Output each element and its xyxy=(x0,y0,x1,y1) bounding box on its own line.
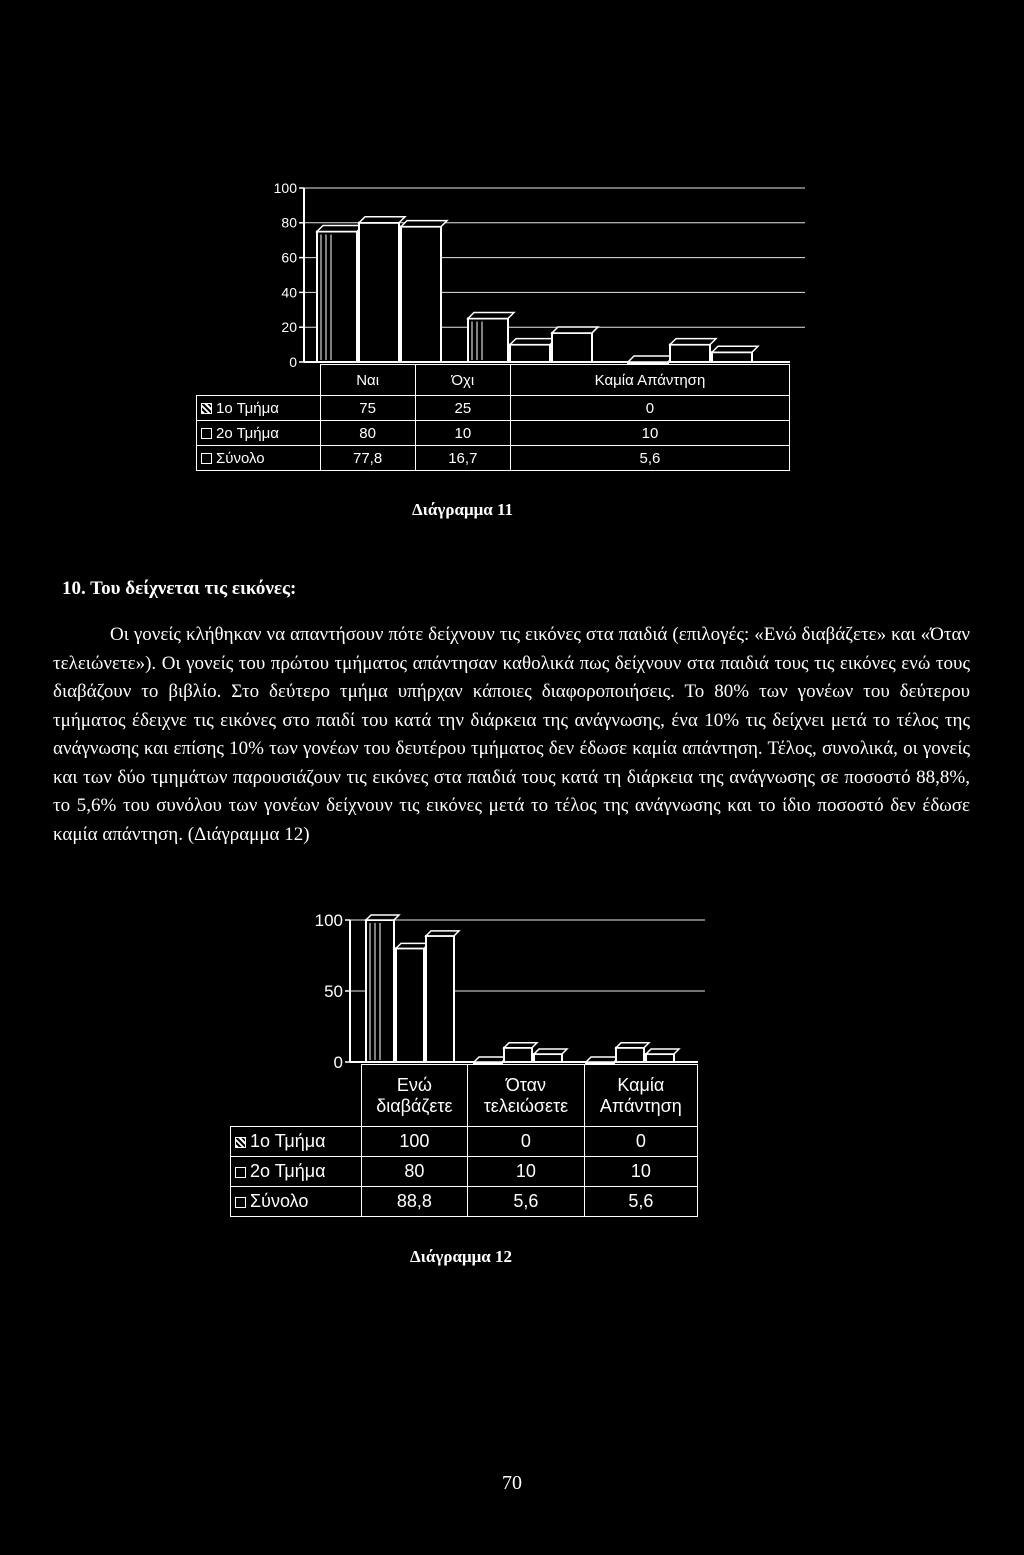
chart-12-bars xyxy=(366,915,679,1065)
bar-3-series-3-top xyxy=(646,1049,679,1054)
chart-12-data-table xyxy=(230,1064,698,1217)
bar-1-series-2 xyxy=(396,948,424,1062)
page-number: 70 xyxy=(502,1472,522,1494)
category-label-line: Καμία xyxy=(617,1074,665,1095)
value-label: 0 xyxy=(584,1127,697,1157)
y-tick-label: 100 xyxy=(314,910,343,930)
value-label: 75 xyxy=(320,396,415,421)
value-label: 0 xyxy=(510,396,789,421)
category-label xyxy=(468,1065,584,1127)
value-label: 10 xyxy=(584,1157,697,1187)
y-tick-label: 100 xyxy=(273,179,297,196)
legend-entry xyxy=(231,1187,362,1217)
section-paragraph: Οι γονείς κλήθηκαν να απαντήσουν πότε δείχνουν τις εικόνες στα παιδιά (επιλογές: «Ενώ διαβάζετε» και «Όταν τελειώνετε»). Οι γονείς του πρώτου τμήματος απάντησαν καθολικά πως δείχνουν στα παιδιά τους τις εικόνες ενώ τους διαβάζουν το βιβλίο. Στο δεύτερο τμήμα υπήρχαν κάποιες διαφοροποιήσεις. Το 80% των γονέων του δεύτερου τμήματος έδειχνε τις εικόνες στο παιδί του κατά την διάρκεια της ανάγνωσης, ένα 10% τις δείχνει μετά το τέλος της ανάγνωσης και επίσης 10% των γονέων του δευτέρου τμήματος δεν έδωσε καμία απάντηση. Τέλος, συνολικά, οι γονείς και των δύο τμημάτων παρουσιάζουν τις εικόνες στα παιδιά τους κατά τη διάρκεια της ανάγνωσης σε ποσοστό 88,8%, το 5,6% του συνόλου των γονέων δείχνουν τις εικόνες μετά το τέλος της ανάγνωσης και το ίδιο ποσοστό δεν έδωσε καμία απάντηση. (Διάγραμμα 12) xyxy=(53,624,970,845)
series-name: 1ο Τμήμα xyxy=(250,1131,326,1151)
value-label: 88,8 xyxy=(361,1187,468,1217)
category-label-line: Όταν xyxy=(505,1074,547,1095)
value-label: 5,6 xyxy=(584,1187,697,1217)
category-label: Όχι xyxy=(415,365,510,396)
value-label: 100 xyxy=(361,1127,468,1157)
chart-12-caption: Διάγραμμα 12 xyxy=(410,1247,512,1266)
bar-2-series-1-top xyxy=(474,1057,507,1062)
series-3-swatch-icon xyxy=(235,1197,246,1208)
category-label: Ναι xyxy=(320,365,415,396)
bar-1-series-2-top xyxy=(396,943,429,948)
series-name: Σύνολο xyxy=(250,1191,309,1211)
value-label: 5,6 xyxy=(468,1187,584,1217)
section-heading: 10. Του δείχνεται τις εικόνες: xyxy=(62,578,297,599)
series-name: 2ο Τμήμα xyxy=(216,424,279,442)
bar-2-series-2-top xyxy=(504,1043,537,1048)
y-tick-label: 80 xyxy=(281,214,297,231)
value-label: 25 xyxy=(415,396,510,421)
value-label: 80 xyxy=(320,421,415,446)
value-label: 0 xyxy=(468,1127,584,1157)
category-label-line: τελειώσετε xyxy=(483,1095,569,1116)
bar-3-series-1-top xyxy=(586,1057,619,1062)
bar-2-series-2 xyxy=(504,1048,532,1062)
series-name: 1ο Τμήμα xyxy=(216,399,279,417)
legend-entry xyxy=(231,1127,362,1157)
chart-11-caption: Διάγραμμα 11 xyxy=(412,500,514,519)
value-label: 10 xyxy=(415,421,510,446)
series-2-swatch-icon xyxy=(235,1167,246,1178)
value-label: 10 xyxy=(510,421,789,446)
bar-2-series-3 xyxy=(534,1054,562,1062)
series-name: Σύνολο xyxy=(216,449,265,467)
bar-2-series-3-top xyxy=(534,1049,567,1054)
category-label xyxy=(361,1065,468,1127)
category-label xyxy=(584,1065,697,1127)
y-tick-label: 0 xyxy=(289,353,297,370)
legend-entry xyxy=(231,1157,362,1187)
value-label: 10 xyxy=(468,1157,584,1187)
bar-1-series-1-top xyxy=(366,915,399,920)
category-label-line: διαβάζετε xyxy=(376,1095,453,1116)
y-tick-label: 0 xyxy=(333,1052,343,1072)
y-tick-label: 40 xyxy=(281,284,297,301)
category-label: Καμία Απάντηση xyxy=(510,365,789,396)
category-label-line: Ενώ xyxy=(396,1074,432,1095)
bar-3-series-2-top xyxy=(616,1043,649,1048)
series-1-swatch-icon xyxy=(235,1137,246,1148)
value-label: 80 xyxy=(361,1157,468,1187)
y-tick-label: 60 xyxy=(281,249,297,266)
series-name: 2ο Τμήμα xyxy=(250,1161,326,1181)
y-tick-label: 20 xyxy=(281,319,297,336)
value-label: 5,6 xyxy=(510,446,789,471)
bar-1-series-3 xyxy=(426,936,454,1062)
value-label: 16,7 xyxy=(415,446,510,471)
bar-3-series-2 xyxy=(616,1048,644,1062)
value-label: 77,8 xyxy=(320,446,415,471)
category-label-line: Απάντηση xyxy=(599,1095,682,1116)
y-tick-label: 50 xyxy=(324,981,343,1001)
bar-3-series-3 xyxy=(646,1054,674,1062)
bar-1-series-3-top xyxy=(426,931,459,936)
